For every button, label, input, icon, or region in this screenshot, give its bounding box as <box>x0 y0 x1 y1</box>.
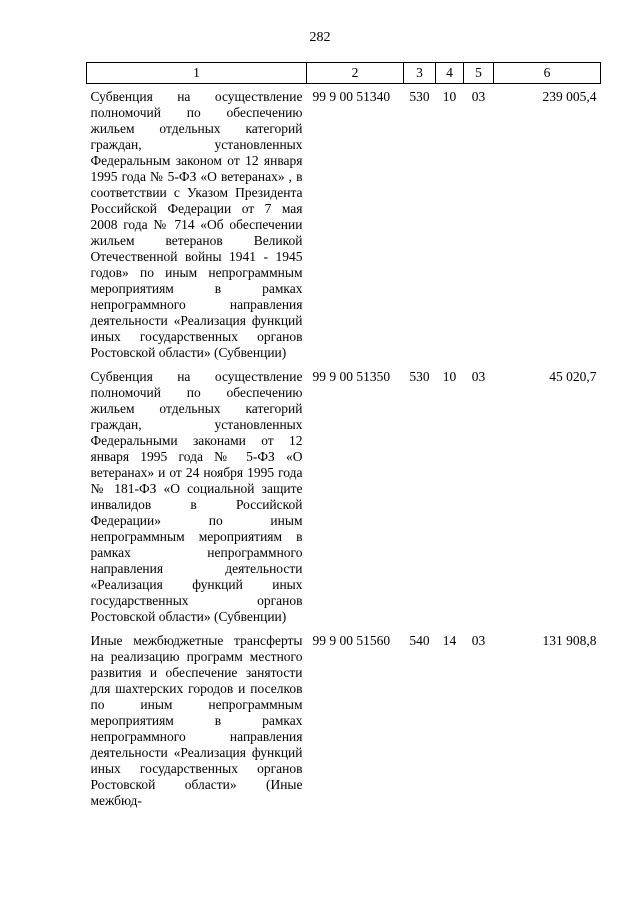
row-target-code: 99 9 00 51560 <box>312 633 391 648</box>
row-section: 10 <box>442 89 457 104</box>
row-section: 10 <box>442 369 457 384</box>
row-subsection: 03 <box>471 633 486 648</box>
row-target-code: 99 9 00 51340 <box>312 89 391 104</box>
row-expense-type: 530 <box>409 369 430 384</box>
row-amount: 239 005,4 <box>542 89 597 104</box>
table-row <box>87 364 601 628</box>
row-section: 14 <box>442 633 457 648</box>
table-row <box>87 84 601 365</box>
header-row <box>87 63 601 84</box>
row-target-code: 99 9 00 51350 <box>312 369 391 384</box>
row-subsection: 03 <box>471 369 486 384</box>
row-subsection: 03 <box>471 89 486 104</box>
row-amount: 131 908,8 <box>542 633 597 648</box>
column-header-2: 2 <box>307 63 404 84</box>
table-row <box>87 628 601 812</box>
row-description: Субвенция на осуществление полномочий по обеспечению жильем отдельных категорий граждан, установленных Федеральным законом от 12 января 1995 года № 5-ФЗ «О ветеранах» , в соответствии с Указом Президента Российской Федерации от 7 мая 2008 года № 714 «Об обеспечении жильем ветеранов Великой Отечественной войны 1941 - 1945 годов» по иным непрограммным мероприятиям в рамках непрограммного направления деятельности «Реализация функций иных государственных органов Ростовской области» (Субвенции) <box>90 89 303 360</box>
page-number: 282 <box>309 30 331 45</box>
column-header-3: 3 <box>404 63 436 84</box>
column-header-4: 4 <box>436 63 464 84</box>
column-header-6: 6 <box>494 63 601 84</box>
budget-table <box>86 62 601 812</box>
column-header-1: 1 <box>87 63 307 84</box>
row-expense-type: 540 <box>409 633 430 648</box>
row-description: Иные межбюджетные трансферты на реализацию программ местного развития и обеспечение занятости для шахтерских городов и поселков по иным непрограммным мероприятиям в рамках непрограммного направления деятельности «Реализация функций иных государственных органов Ростовской области» (Иные межбюд- <box>90 633 303 808</box>
row-description: Субвенция на осуществление полномочий по обеспечению жильем отдельных категорий граждан, установленных Федеральными законами от 12 января 1995 года № 5-ФЗ «О ветеранах» и от 24 ноября 1995 года № 181-ФЗ «О социальной защите инвалидов в Российской Федерации» по иным непрограммным мероприятиям в рамках непрограммного направления деятельности «Реализация функций иных государственных органов Ростовской области» (Субвенции) <box>90 369 303 624</box>
row-expense-type: 530 <box>409 89 430 104</box>
column-header-5: 5 <box>464 63 494 84</box>
row-amount: 45 020,7 <box>549 369 597 384</box>
